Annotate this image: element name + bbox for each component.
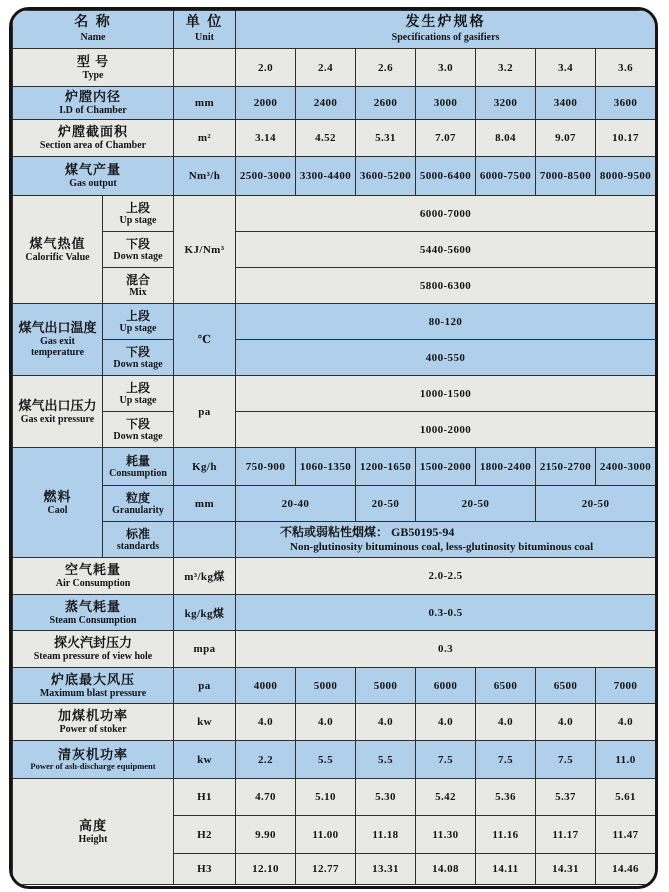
value-cell: 5000 (296, 668, 356, 704)
label-calorific: 煤气热值 Calorific Value (13, 196, 103, 304)
value-cell: 9.90 (236, 816, 296, 854)
label-stoker-power: 加煤机功率 Power of stoker (13, 704, 174, 741)
sub-label-mix: 混合 Mix (103, 268, 174, 304)
value-cell: 8.04 (476, 120, 536, 157)
value-cell: 6500 (536, 668, 596, 704)
sub-label-granularity: 粒度 Granularity (103, 486, 174, 522)
value-cell: 3400 (536, 87, 596, 120)
row-stoker-power (13, 704, 656, 741)
value-cell: 3300-4400 (296, 157, 356, 196)
value-cell: 5.37 (536, 779, 596, 816)
label-type: 型 号 Type (13, 49, 174, 87)
unit-fuel-granularity: mm (174, 486, 236, 522)
sub-label-up-stage: 上段 Up stage (103, 304, 174, 340)
value-standards: 不粘或弱粘性烟煤： GB50195-94 Non-glutinosity bituminous coal, less-glutinosity bituminous coal (236, 522, 656, 558)
row-blast-pressure (13, 668, 656, 704)
value-cell: 20-50 (536, 486, 656, 522)
unit-section-area: m² (174, 120, 236, 157)
value-cell: 7000-8500 (536, 157, 596, 196)
row-id-chamber (13, 87, 656, 120)
label-steam-consumption: 蒸气耗量 Steam Consumption (13, 595, 174, 631)
value-cell: 14.08 (416, 854, 476, 885)
label-view-hole-pressure: 探火汽封压力 Steam pressure of view hole (13, 631, 174, 668)
label-gas-output: 煤气产量 Gas output (13, 157, 174, 196)
value-cell: 11.0 (596, 741, 656, 779)
header-name-en: Name (80, 32, 106, 44)
value-cell: 2.6 (356, 49, 416, 87)
value-cell: 0.3 (236, 631, 656, 668)
value-cell: 2000 (236, 87, 296, 120)
row-fuel-consumption (13, 448, 656, 486)
unit-blast-pressure: pa (174, 668, 236, 704)
value-cell: 6000 (416, 668, 476, 704)
unit-view-hole-pressure: mpa (174, 631, 236, 668)
value-cell: 5.61 (596, 779, 656, 816)
row-calorific-mix (13, 268, 656, 304)
label-exit-temp: 煤气出口温度 Gas exit temperature (13, 304, 103, 376)
header-unit-zh: 单 位 (185, 15, 224, 31)
value-cell: 4.0 (416, 704, 476, 741)
row-section-area (13, 120, 656, 157)
value-cell: 20-40 (236, 486, 356, 522)
label-section-area: 炉膛截面积 Section area of Chamber (13, 120, 174, 157)
row-view-hole-pressure (13, 631, 656, 668)
value-cell: 80-120 (236, 304, 656, 340)
value-cell: 5.31 (356, 120, 416, 157)
unit-id-chamber: mm (174, 87, 236, 120)
value-cell: 13.31 (356, 854, 416, 885)
row-type (13, 49, 656, 87)
sub-label-consumption: 耗量 Consumption (103, 448, 174, 486)
value-cell: 20-50 (416, 486, 536, 522)
unit-air-consumption: m³/kg煤 (174, 558, 236, 595)
value-cell: 2.4 (296, 49, 356, 87)
row-ash-discharge-power (13, 741, 656, 779)
value-cell: 4.0 (536, 704, 596, 741)
sub-label-down-stage: 下段 Down stage (103, 412, 174, 448)
value-cell: 4.0 (596, 704, 656, 741)
value-cell: 2.0 (236, 49, 296, 87)
unit-calorific: KJ/Nm³ (174, 196, 236, 304)
value-cell: 5440-5600 (236, 232, 656, 268)
value-cell: 5.5 (356, 741, 416, 779)
label-blast-pressure: 炉底最大风压 Maximum blast pressure (13, 668, 174, 704)
value-cell: 3600 (596, 87, 656, 120)
value-cell: 5.5 (296, 741, 356, 779)
value-cell: 2.2 (236, 741, 296, 779)
row-exit-pressure-up (13, 376, 656, 412)
unit-type (174, 49, 236, 87)
value-cell: 2400 (296, 87, 356, 120)
sub-label-up-stage: 上段 Up stage (103, 376, 174, 412)
label-fuel: 燃料 Caol (13, 448, 103, 558)
row-exit-temp-down (13, 340, 656, 376)
row-air-consumption (13, 558, 656, 595)
value-cell: 5.10 (296, 779, 356, 816)
value-cell: 400-550 (236, 340, 656, 376)
label-height: 高度 Height (13, 779, 174, 885)
table-frame (9, 7, 658, 889)
value-cell: 2150-2700 (536, 448, 596, 486)
value-cell: 4.70 (236, 779, 296, 816)
value-cell: 5000-6400 (416, 157, 476, 196)
value-cell: 6000-7000 (236, 196, 656, 232)
label-ash-discharge-power: 清灰机功率 Power of ash-discharge equipment (13, 741, 174, 779)
row-fuel-granularity (13, 486, 656, 522)
value-cell: 7.5 (536, 741, 596, 779)
value-cell: 7000 (596, 668, 656, 704)
row-gas-output (13, 157, 656, 196)
value-cell: 12.77 (296, 854, 356, 885)
value-cell: 7.5 (416, 741, 476, 779)
value-cell: 10.17 (596, 120, 656, 157)
value-cell: 14.46 (596, 854, 656, 885)
value-cell: 4.0 (476, 704, 536, 741)
value-cell: 14.11 (476, 854, 536, 885)
sub-label-h1: H1 (174, 779, 236, 816)
header-name-zh: 名 称 (74, 15, 112, 31)
header-unit-cell (174, 11, 236, 49)
value-cell: 7.07 (416, 120, 476, 157)
sub-label-h3: H3 (174, 854, 236, 885)
row-fuel-standards (13, 522, 656, 558)
header-spec-zh: 发生炉规格 (405, 15, 486, 31)
sub-label-down-stage: 下段 Down stage (103, 232, 174, 268)
value-cell: 1060-1350 (296, 448, 356, 486)
value-cell: 12.10 (236, 854, 296, 885)
value-cell: 2.0-2.5 (236, 558, 656, 595)
value-cell: 2400-3000 (596, 448, 656, 486)
unit-ash-discharge-power: kw (174, 741, 236, 779)
value-cell: 5.42 (416, 779, 476, 816)
value-cell: 5.30 (356, 779, 416, 816)
value-cell: 4.0 (356, 704, 416, 741)
header-name-cell (13, 11, 174, 49)
unit-steam-consumption: kg/kg煤 (174, 595, 236, 631)
value-cell: 8000-9500 (596, 157, 656, 196)
header-unit-en: Unit (195, 32, 214, 44)
value-cell: 1200-1650 (356, 448, 416, 486)
unit-fuel-consumption: Kg/h (174, 448, 236, 486)
value-cell: 11.30 (416, 816, 476, 854)
row-calorific-up (13, 196, 656, 232)
value-cell: 11.16 (476, 816, 536, 854)
value-cell: 4.0 (236, 704, 296, 741)
value-cell: 3.6 (596, 49, 656, 87)
unit-gas-output: Nm³/h (174, 157, 236, 196)
value-cell: 3.2 (476, 49, 536, 87)
value-cell: 11.00 (296, 816, 356, 854)
unit-fuel-standards (174, 522, 236, 558)
value-cell: 4.52 (296, 120, 356, 157)
value-cell: 9.07 (536, 120, 596, 157)
label-air-consumption: 空气耗量 Air Consumption (13, 558, 174, 595)
value-cell: 2600 (356, 87, 416, 120)
sub-label-up-stage: 上段 Up stage (103, 196, 174, 232)
unit-exit-temp: ℃ (174, 304, 236, 376)
value-cell: 11.18 (356, 816, 416, 854)
value-cell: 5000 (356, 668, 416, 704)
gasifier-spec-table (12, 10, 656, 885)
value-cell: 1000-2000 (236, 412, 656, 448)
value-cell: 3000 (416, 87, 476, 120)
value-cell: 3.4 (536, 49, 596, 87)
value-cell: 5.36 (476, 779, 536, 816)
value-cell: 750-900 (236, 448, 296, 486)
label-exit-pressure: 煤气出口压力 Gas exit pressure (13, 376, 103, 448)
value-cell: 4000 (236, 668, 296, 704)
value-cell: 2500-3000 (236, 157, 296, 196)
row-steam-consumption (13, 595, 656, 631)
unit-exit-pressure: pa (174, 376, 236, 448)
value-cell: 5800-6300 (236, 268, 656, 304)
row-exit-pressure-down (13, 412, 656, 448)
value-cell: 3200 (476, 87, 536, 120)
row-exit-temp-up (13, 304, 656, 340)
value-cell: 11.47 (596, 816, 656, 854)
header-spec-en: Specifications of gasifiers (391, 32, 500, 44)
value-cell: 3600-5200 (356, 157, 416, 196)
value-cell: 1800-2400 (476, 448, 536, 486)
value-cell: 11.17 (536, 816, 596, 854)
row-height-h1 (13, 779, 656, 816)
sub-label-standards: 标准 standards (103, 522, 174, 558)
label-id-chamber: 炉膛内径 I.D of Chamber (13, 87, 174, 120)
value-cell: 6000-7500 (476, 157, 536, 196)
value-cell: 3.14 (236, 120, 296, 157)
value-cell: 4.0 (296, 704, 356, 741)
header-row (13, 11, 656, 49)
value-cell: 20-50 (356, 486, 416, 522)
value-cell: 1500-2000 (416, 448, 476, 486)
sub-label-down-stage: 下段 Down stage (103, 340, 174, 376)
value-cell: 0.3-0.5 (236, 595, 656, 631)
value-cell: 1000-1500 (236, 376, 656, 412)
sub-label-h2: H2 (174, 816, 236, 854)
value-cell: 6500 (476, 668, 536, 704)
unit-stoker-power: kw (174, 704, 236, 741)
value-cell: 7.5 (476, 741, 536, 779)
value-cell: 14.31 (536, 854, 596, 885)
row-calorific-down (13, 232, 656, 268)
header-spec-cell (236, 11, 656, 49)
value-cell: 3.0 (416, 49, 476, 87)
